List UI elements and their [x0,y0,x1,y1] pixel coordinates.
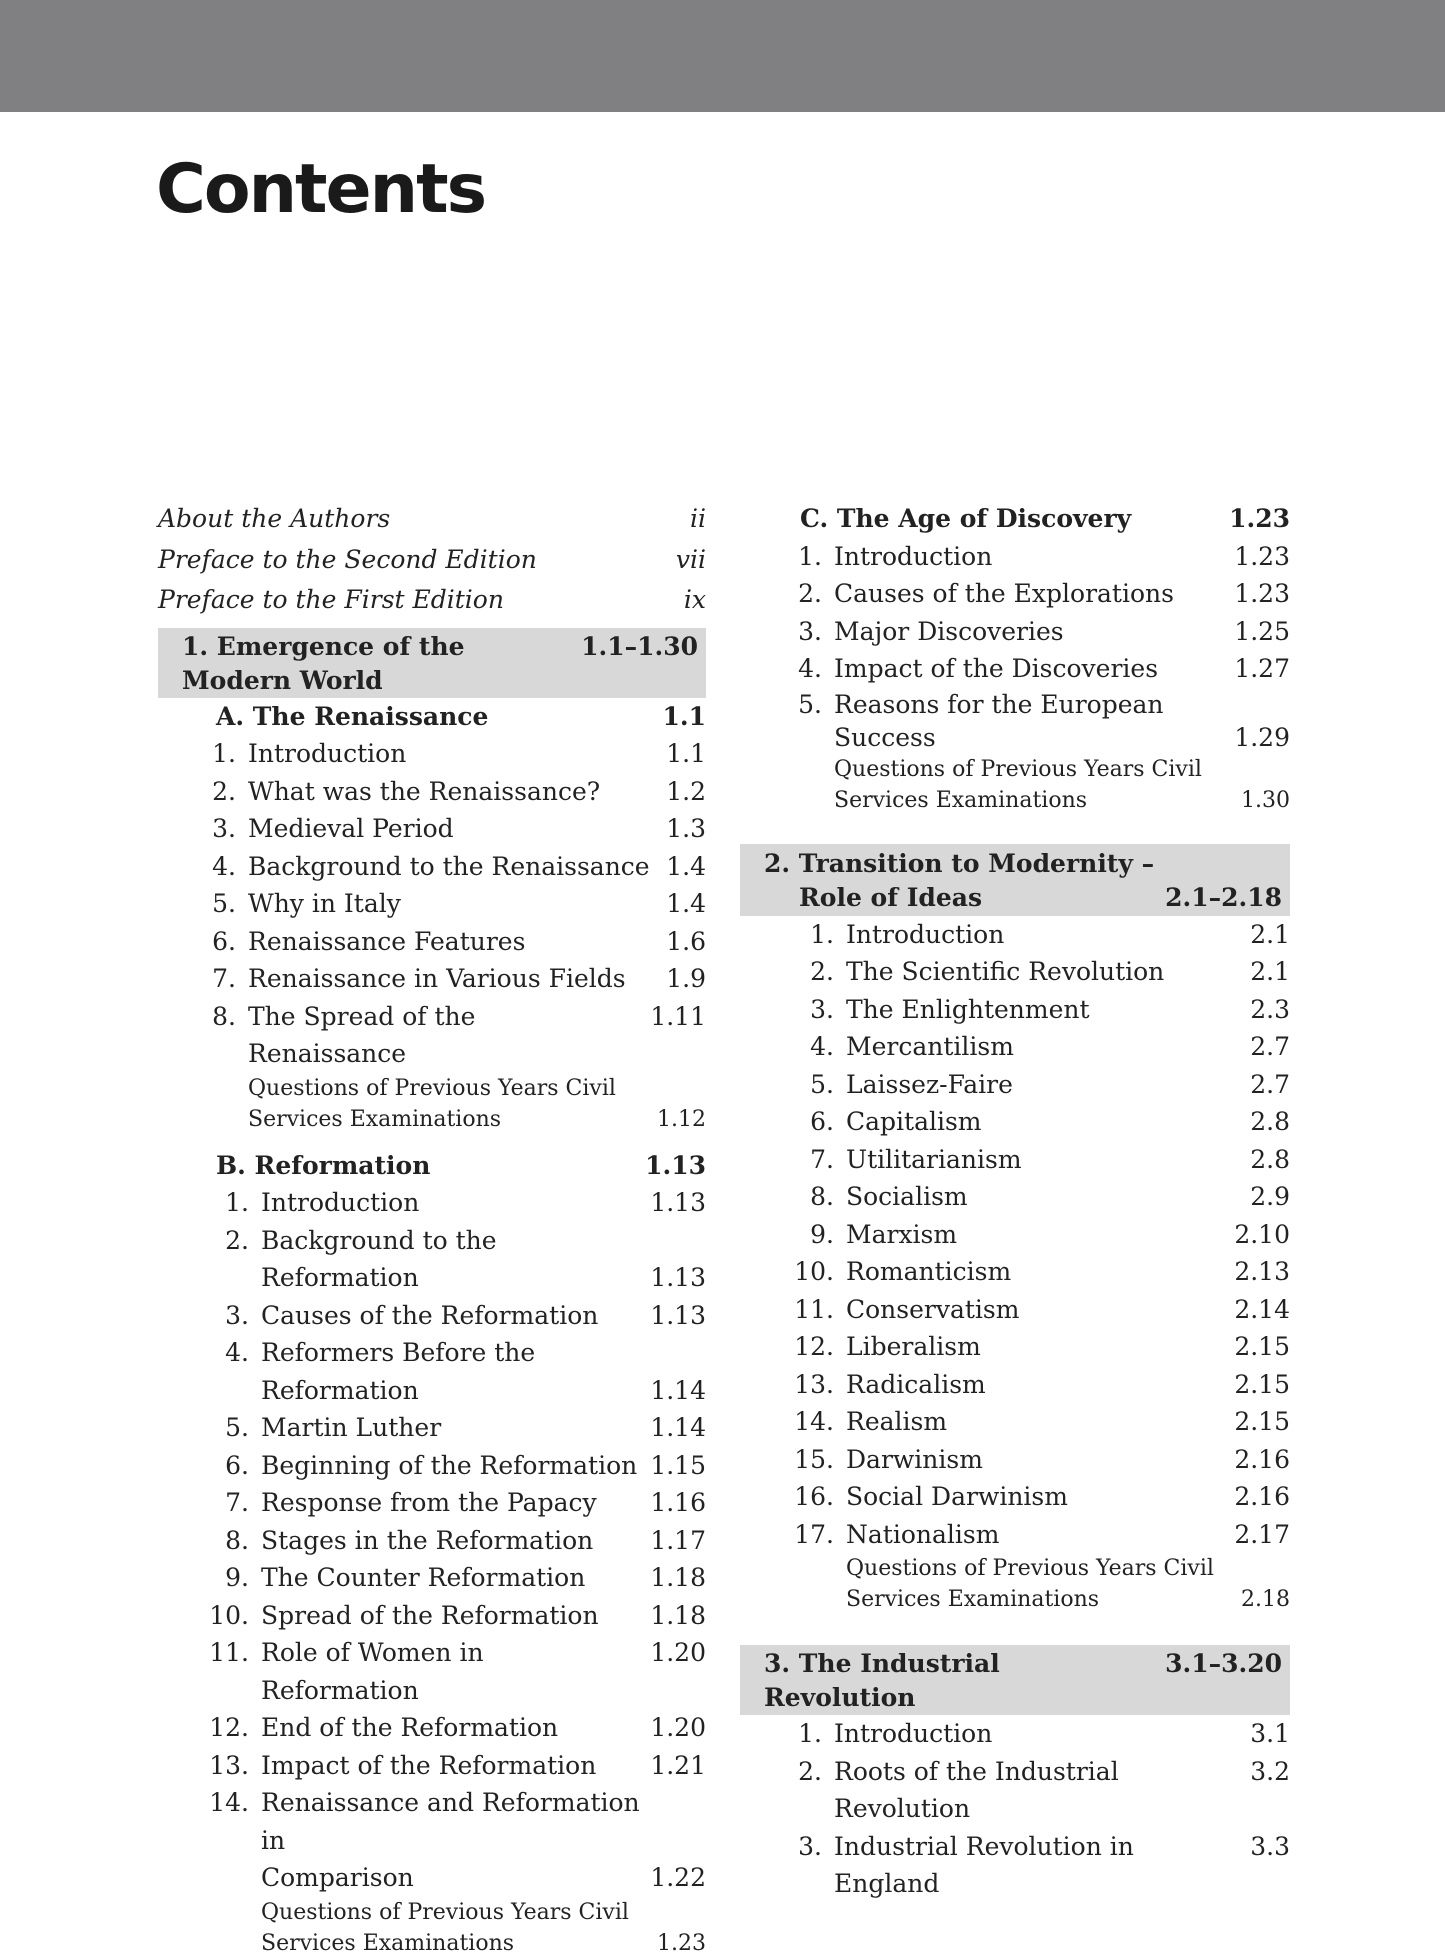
toc-entry[interactable] [208,1559,706,1597]
entry-page: 2.15 [1234,1369,1290,1399]
entry-page: ii [690,504,706,533]
entry-number: 6. [810,1107,834,1136]
entry-text: Stages in the Reformation [261,1525,594,1555]
entry-text-line-1: Reasons for the European [834,689,1164,719]
toc-questions-entry[interactable] [794,1553,1290,1615]
entry-text: Liberalism [846,1332,981,1361]
toc-entry[interactable] [794,953,1290,991]
entry-number: 16. [794,1482,834,1511]
toc-entry[interactable] [794,538,1290,576]
chapter-2-entries [740,916,1290,1616]
entry-page: 1.4 [666,851,706,881]
toc-left-column [158,500,706,1959]
questions-line-2: Services Examinations [248,1106,502,1132]
entry-text: Medieval Period [248,814,454,843]
entry-page: 2.14 [1234,1294,1290,1324]
entry-page: 2.17 [1234,1519,1290,1549]
toc-entry[interactable] [794,613,1290,651]
chapter-pages: 2.1–2.18 [1165,882,1282,912]
toc-entry[interactable] [208,1784,706,1897]
entry-text: The Spread of the Renaissance [248,1001,476,1068]
entry-number: 12. [794,1332,834,1361]
entry-text: Darwinism [846,1444,983,1474]
entry-page: 1.23 [1234,579,1290,608]
entry-text: Response from the Papacy [261,1488,597,1517]
chapter-title: 3. The Industrial Revolution [764,1649,1000,1712]
entry-number: 1. [212,739,236,768]
entry-number: 5. [810,1069,834,1099]
entry-page: 1.17 [650,1525,706,1555]
chapter-title-line-2: Role of Ideas [799,882,983,912]
entry-page: 2.16 [1234,1444,1290,1474]
entry-text: Impact of the Reformation [261,1750,597,1780]
toc-entry[interactable] [794,1828,1290,1903]
toc-entry[interactable] [208,1222,706,1297]
entry-page: 2.15 [1234,1407,1290,1436]
header-bar [0,0,1445,112]
entry-text: Roots of the Industrial Revolution [834,1756,1119,1823]
toc-entry[interactable] [794,1366,1290,1404]
entry-number: 14. [794,1407,834,1436]
entry-page: 2.18 [1241,1587,1290,1612]
entry-label: Preface to the Second Edition [158,544,537,574]
toc-entry[interactable] [208,1484,706,1522]
entry-text: Introduction [834,1719,993,1748]
entry-text: End of the Reformation [261,1713,559,1742]
entry-text-line-1: Background to the [261,1225,497,1255]
entry-page: 2.3 [1250,994,1290,1024]
toc-entry[interactable] [794,1028,1290,1066]
entry-number: 17. [794,1519,834,1549]
entry-page: 1.18 [650,1600,706,1630]
section-title: A. The Renaissance [216,701,489,731]
entry-number: 7. [810,1144,834,1174]
toc-entry[interactable] [794,650,1290,688]
toc-entry[interactable] [794,916,1290,954]
entry-page: 3.3 [1250,1831,1290,1861]
toc-entry[interactable] [794,1715,1290,1753]
entry-text: What was the Renaissance? [248,776,601,806]
chapter-title: 1. Emergence of the Modern World [182,631,465,695]
entry-text: Laissez-Faire [846,1069,1013,1099]
toc-entry[interactable] [794,1441,1290,1479]
entry-text: Capitalism [846,1107,982,1136]
entry-text: Major Discoveries [834,616,1064,646]
section-heading[interactable] [740,500,1290,538]
entry-number: 2. [798,1756,822,1786]
entry-text: Introduction [248,739,407,768]
chapter-pages: 1.1–1.30 [581,631,698,661]
entry-number: 6. [212,926,236,956]
toc-entry[interactable] [794,1253,1290,1291]
entry-number: 2. [225,1225,249,1255]
entry-text-line-2: Success [834,722,936,752]
entry-page: 1.13 [650,1300,706,1330]
toc-entry[interactable] [208,1522,706,1560]
chapter-heading[interactable] [158,628,706,698]
entry-number: 3. [810,994,834,1024]
questions-line-2: Services Examinations [261,1930,515,1956]
toc-entry[interactable] [208,1634,706,1709]
entry-text-line-2: Comparison [261,1863,414,1892]
entry-text: The Enlightenment [846,994,1090,1024]
entry-page: 1.23 [657,1930,706,1956]
section-heading[interactable] [158,698,706,736]
toc-entry[interactable] [794,1178,1290,1216]
entry-text: Role of Women in Reformation [261,1638,484,1705]
toc-questions-entry[interactable] [208,1897,706,1959]
toc-entry[interactable] [208,810,706,848]
entry-number: 13. [209,1750,249,1780]
toc-entry[interactable] [208,923,706,961]
entry-number: 3. [798,1831,822,1861]
chapter-heading[interactable] [740,844,1290,916]
entry-page: 1.4 [666,889,706,918]
entry-page: 1.14 [650,1375,706,1405]
entry-page: 1.12 [657,1106,706,1132]
section-page: 1.23 [1229,504,1290,533]
entry-number: 12. [209,1713,249,1742]
entry-page: 3.1 [1250,1719,1290,1748]
entry-number: 3. [225,1300,249,1330]
entry-number: 8. [212,1001,236,1031]
entry-text: Radicalism [846,1369,986,1399]
toc-entry[interactable] [208,1334,706,1409]
entry-text: Renaissance Features [248,926,526,956]
toc-entry[interactable] [208,1597,706,1635]
entry-page: 1.25 [1234,616,1290,646]
entry-number: 14. [209,1788,249,1817]
toc-front-matter-entry[interactable] [158,581,706,622]
entry-text-line-1: Renaissance and Reformation in [261,1788,640,1855]
section-page: 1.1 [662,701,706,731]
entry-page: 1.13 [650,1188,706,1217]
chapter-title-line-1: 2. Transition to Modernity – [764,848,1155,878]
entry-text: Social Darwinism [846,1482,1068,1511]
section-title: B. Reformation [216,1150,431,1180]
entry-text: Marxism [846,1219,958,1249]
entry-number: 3. [798,616,822,646]
toc-questions-entry[interactable] [208,1073,706,1135]
entry-text: Industrial Revolution in England [834,1831,1134,1898]
toc-entry[interactable] [208,1409,706,1447]
entry-page: 1.16 [650,1488,706,1517]
toc-entry[interactable] [794,1403,1290,1441]
toc-entry[interactable] [208,1297,706,1335]
entry-label: About the Authors [158,504,391,533]
toc-entry[interactable] [794,1216,1290,1254]
entry-page: 1.20 [650,1638,706,1667]
toc-right-column [740,500,1290,1903]
toc-entry[interactable] [794,1103,1290,1141]
entry-page: 2.15 [1234,1332,1290,1361]
entry-page: 1.18 [650,1563,706,1592]
entry-page: 2.9 [1250,1182,1290,1211]
entry-text-line-2: Reformation [261,1375,419,1405]
entry-number: 1. [798,541,822,571]
toc-questions-entry[interactable] [794,754,1290,816]
entry-text: Causes of the Explorations [834,579,1174,608]
toc-entry[interactable] [208,1184,706,1222]
entry-number: 9. [225,1563,249,1592]
entry-number: 5. [212,889,236,918]
entry-page: 3.2 [1250,1756,1290,1786]
entry-text: Utilitarianism [846,1144,1022,1174]
toc-entry[interactable] [208,773,706,811]
section-a-entries [158,735,706,1135]
toc-entry[interactable] [208,885,706,923]
entry-number: 1. [225,1188,249,1217]
entry-text: Introduction [261,1188,420,1217]
entry-number: 4. [810,1032,834,1061]
entry-number: 5. [798,689,822,719]
entry-text: Impact of the Discoveries [834,654,1159,683]
toc-entry[interactable] [794,1291,1290,1329]
entry-text-line-2: Reformation [261,1263,419,1292]
entry-text: Socialism [846,1182,968,1211]
entry-text: Martin Luther [261,1413,442,1442]
entry-number: 11. [794,1294,834,1324]
entry-text: The Counter Reformation [261,1563,586,1592]
questions-line-1: Questions of Previous Years Civil [846,1556,1214,1581]
chapter-heading[interactable] [740,1645,1290,1715]
entry-page: 2.8 [1250,1107,1290,1136]
entry-page: 1.2 [666,776,706,806]
entry-number: 4. [798,654,822,683]
entry-number: 4. [212,851,236,881]
entry-text: Introduction [846,919,1005,949]
entry-page: 1.3 [666,814,706,843]
toc-entry[interactable] [794,991,1290,1029]
questions-line-2: Services Examinations [846,1587,1100,1612]
entry-number: 2. [212,776,236,806]
entry-page: ix [683,585,706,614]
entry-page: vii [675,544,706,574]
entry-page: 2.16 [1234,1482,1290,1511]
toc-entry[interactable] [208,848,706,886]
entry-text: Causes of the Reformation [261,1300,599,1330]
toc-entry[interactable] [794,1516,1290,1554]
entry-page: 1.15 [650,1450,706,1480]
entry-page: 1.29 [1234,722,1290,752]
section-c-entries [740,538,1290,816]
entry-page: 1.13 [650,1263,706,1292]
entry-text: Spread of the Reformation [261,1600,599,1630]
questions-line-1: Questions of Previous Years Civil [834,756,1202,782]
entry-number: 7. [225,1488,249,1517]
section-title: C. The Age of Discovery [800,504,1132,533]
entry-page: 1.11 [650,1001,706,1031]
page-title: Contents [156,150,486,229]
toc-entry[interactable] [208,1709,706,1747]
entry-number: 4. [225,1338,249,1367]
entry-page: 1.23 [1234,541,1290,571]
chapter-3-entries [740,1715,1290,1903]
entry-text: Renaissance in Various Fields [248,964,626,993]
questions-line-1: Questions of Previous Years Civil [248,1075,616,1101]
entry-text: Introduction [834,541,993,571]
entry-text: Realism [846,1407,948,1436]
entry-number: 2. [798,579,822,608]
entry-page: 1.6 [666,926,706,956]
entry-number: 10. [794,1257,834,1286]
toc-entry[interactable] [794,1328,1290,1366]
entry-page: 2.13 [1234,1257,1290,1286]
entry-text: Why in Italy [248,889,401,918]
entry-number: 3. [212,814,236,843]
toc-entry[interactable] [794,1141,1290,1179]
questions-line-2: Services Examinations [834,787,1088,813]
section-heading[interactable] [158,1147,706,1185]
entry-page: 2.7 [1250,1032,1290,1061]
entry-number: 2. [810,957,834,986]
entry-number: 6. [225,1450,249,1480]
entry-page: 2.1 [1250,919,1290,949]
toc-entry[interactable] [794,1753,1290,1828]
toc-entry[interactable] [794,1478,1290,1516]
section-page: 1.13 [645,1150,706,1180]
entry-label: Preface to the First Edition [158,585,504,614]
entry-page: 1.20 [650,1713,706,1742]
entry-number: 13. [794,1369,834,1399]
entry-page: 1.27 [1234,654,1290,683]
entry-number: 9. [810,1219,834,1249]
toc-entry[interactable] [208,998,706,1073]
section-b-entries [158,1184,706,1959]
entry-text: Conservatism [846,1294,1020,1324]
entry-page: 1.9 [666,964,706,993]
entry-number: 15. [794,1444,834,1474]
entry-page: 1.21 [650,1750,706,1780]
toc-entry[interactable] [208,1447,706,1485]
questions-line-1: Questions of Previous Years Civil [261,1899,629,1925]
entry-text: Romanticism [846,1257,1012,1286]
entry-page: 2.1 [1250,957,1290,986]
entry-page: 1.30 [1241,787,1290,813]
toc-entry[interactable] [208,735,706,773]
entry-number: 1. [798,1719,822,1748]
toc-front-matter-entry[interactable] [158,541,706,582]
entry-page: 1.14 [650,1413,706,1442]
toc-front-matter-entry[interactable] [158,500,706,541]
entry-page: 2.7 [1250,1069,1290,1099]
entry-number: 5. [225,1413,249,1442]
toc-entry[interactable] [794,575,1290,613]
entry-number: 8. [225,1525,249,1555]
entry-page: 1.1 [666,739,706,768]
entry-page: 1.22 [650,1863,706,1892]
entry-page: 2.8 [1250,1144,1290,1174]
entry-text: Beginning of the Reformation [261,1450,638,1480]
entry-page: 2.10 [1234,1219,1290,1249]
entry-text-line-1: Reformers Before the [261,1338,536,1367]
entry-text: The Scientific Revolution [846,957,1165,986]
toc-entry[interactable] [794,1066,1290,1104]
entry-text: Nationalism [846,1519,1000,1549]
entry-number: 7. [212,964,236,993]
toc-entry[interactable] [208,1747,706,1785]
entry-number: 10. [209,1600,249,1630]
entry-text: Background to the Renaissance [248,851,650,881]
toc-entry[interactable] [208,960,706,998]
entry-number: 1. [810,919,834,949]
chapter-pages: 3.1–3.20 [1165,1649,1282,1678]
toc-entry[interactable] [794,688,1290,754]
entry-text: Mercantilism [846,1032,1014,1061]
entry-number: 11. [209,1638,249,1667]
entry-number: 8. [810,1182,834,1211]
